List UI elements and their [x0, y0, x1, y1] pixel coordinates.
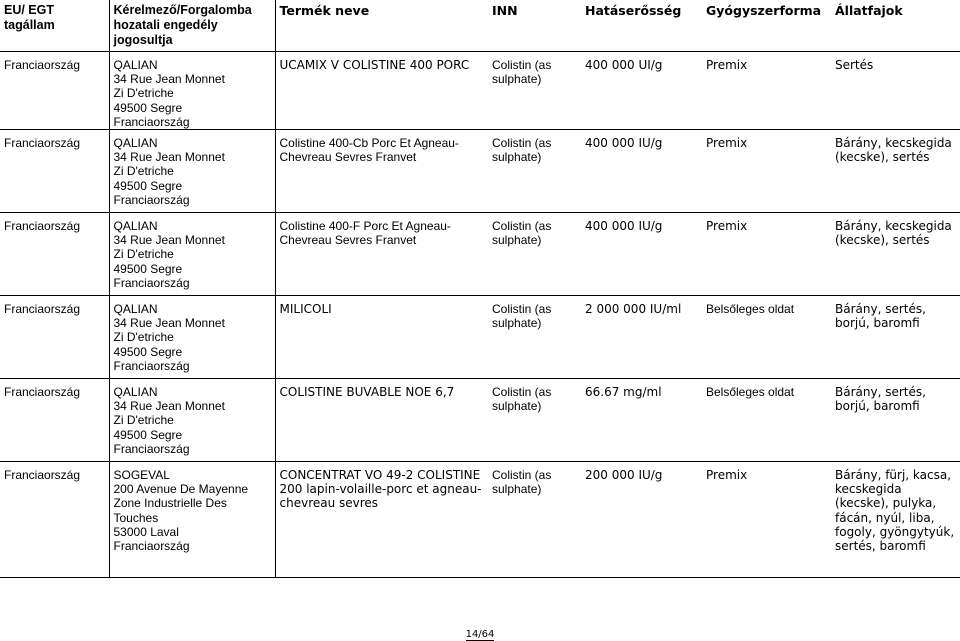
species-cell: Bárány, kecskegida (kecske), sertés — [835, 219, 952, 248]
page-number — [0, 629, 960, 640]
table-row — [0, 130, 960, 213]
header-holder: Kérelmező/Forgalomba hozatali engedély jogosultja — [109, 0, 275, 52]
page-number-text: 14/64 — [465, 629, 495, 640]
holder-line: QALIAN — [113, 136, 158, 151]
holder-line: Zi D'etriche — [113, 330, 174, 345]
form-cell: Premix — [706, 219, 748, 234]
product-cell: CONCENTRAT VO 49-2 COLISTINE 200 lapin-volaille-porc et agneau-chevreau sevres — [279, 468, 482, 511]
strength-cell: 400 000 IU/g — [585, 136, 663, 151]
holder-cell — [109, 296, 275, 379]
holder-line: 200 Avenue De Mayenne — [113, 482, 249, 497]
holder-line: Franciaország — [113, 275, 190, 290]
form-cell: Belsőleges oldat — [706, 385, 795, 400]
strength-cell: 66.67 mg/ml — [585, 385, 662, 400]
product-cell: Colistine 400-Cb Porc Et Agneau-Chevreau Sevres Franvet — [279, 136, 459, 165]
holder-line: QALIAN — [113, 58, 158, 72]
holder-line: 49500 Segre — [113, 100, 183, 115]
inn-cell: Colistin (as sulphate) — [492, 385, 552, 414]
product-cell: COLISTINE BUVABLE NOE 6,7 — [279, 385, 455, 400]
inn-cell: Colistin (as sulphate) — [492, 136, 552, 165]
species-cell: Bárány, sertés, borjú, baromfi — [835, 302, 926, 331]
form-cell: Premix — [706, 468, 748, 483]
country-cell: Franciaország — [0, 379, 109, 462]
holder-line: SOGEVAL — [113, 468, 170, 483]
product-cell: UCAMIX V COLISTINE 400 PORC — [279, 58, 470, 72]
header-form: Gyógyszerforma — [702, 0, 831, 52]
country-cell: Franciaország — [0, 296, 109, 379]
strength-cell: 400 000 UI/g — [585, 58, 663, 72]
holder-line: Franciaország — [113, 114, 190, 129]
country-cell: Franciaország — [0, 52, 109, 130]
header-product: Termék neve — [275, 0, 488, 52]
holder-line: Zi D'etriche — [113, 164, 174, 179]
product-cell: Colistine 400-F Porc Et Agneau-Chevreau Sevres Franvet — [279, 219, 451, 248]
holder-line: 34 Rue Jean Monnet — [113, 316, 225, 331]
holder-cell — [109, 462, 275, 578]
country-cell: Franciaország — [0, 462, 109, 578]
header-country: EU/ EGT tagállam — [0, 0, 109, 52]
holder-line: Zi D'etriche — [113, 86, 174, 101]
holder-line: QALIAN — [113, 219, 158, 234]
table-header-row — [0, 0, 960, 52]
inn-cell: Colistin (as sulphate) — [492, 302, 552, 331]
holder-line: 49500 Segre — [113, 344, 183, 359]
header-species: Állatfajok — [831, 0, 960, 52]
holder-line: 34 Rue Jean Monnet — [113, 399, 225, 414]
holder-line: Zi D'etriche — [113, 413, 174, 428]
species-cell: Sertés — [835, 58, 874, 72]
header-strength: Hatáserősség — [581, 0, 702, 52]
table-row — [0, 296, 960, 379]
header-inn: INN — [488, 0, 581, 52]
holder-line: Franciaország — [113, 539, 190, 554]
holder-line: Franciaország — [113, 358, 190, 373]
holder-line: 34 Rue Jean Monnet — [113, 72, 225, 87]
holder-line: 53000 Laval — [113, 524, 179, 539]
species-cell: Bárány, kecskegida (kecske), sertés — [835, 136, 952, 165]
holder-line: QALIAN — [113, 385, 158, 400]
strength-cell: 2 000 000 IU/ml — [585, 302, 682, 317]
table-row — [0, 52, 960, 130]
form-cell: Belsőleges oldat — [706, 302, 795, 317]
holder-line: Franciaország — [113, 441, 190, 456]
country-cell: Franciaország — [0, 130, 109, 213]
country-cell: Franciaország — [0, 213, 109, 296]
holder-cell — [109, 130, 275, 213]
table-row — [0, 379, 960, 462]
holder-line: 34 Rue Jean Monnet — [113, 150, 225, 165]
species-cell: Bárány, fürj, kacsa, kecskegida (kecske), pulyka, fácán, nyúl, liba, fogoly, gyöngytyúk, sertés, baromfi — [835, 468, 955, 554]
product-cell: MILICOLI — [279, 302, 332, 317]
holder-cell — [109, 213, 275, 296]
inn-cell: Colistin (as sulphate) — [492, 58, 552, 87]
strength-cell: 200 000 IU/g — [585, 468, 663, 483]
holder-line: QALIAN — [113, 302, 158, 317]
holder-line: Franciaország — [113, 192, 190, 207]
holder-cell — [109, 379, 275, 462]
holder-line: 49500 Segre — [113, 261, 183, 276]
holder-line: Zi D'etriche — [113, 247, 174, 262]
strength-cell: 400 000 IU/g — [585, 219, 663, 234]
species-cell: Bárány, sertés, borjú, baromfi — [835, 385, 926, 414]
holder-line: 49500 Segre — [113, 427, 183, 442]
inn-cell: Colistin (as sulphate) — [492, 219, 552, 248]
holder-line: 49500 Segre — [113, 178, 183, 193]
inn-cell: Colistin (as sulphate) — [492, 468, 552, 497]
holder-line: 34 Rue Jean Monnet — [113, 233, 225, 248]
form-cell: Premix — [706, 136, 748, 151]
form-cell: Premix — [706, 58, 748, 72]
holder-line: Zone Industrielle Des Touches — [113, 496, 227, 525]
table-row — [0, 213, 960, 296]
table-row — [0, 462, 960, 578]
holder-cell — [109, 52, 275, 130]
